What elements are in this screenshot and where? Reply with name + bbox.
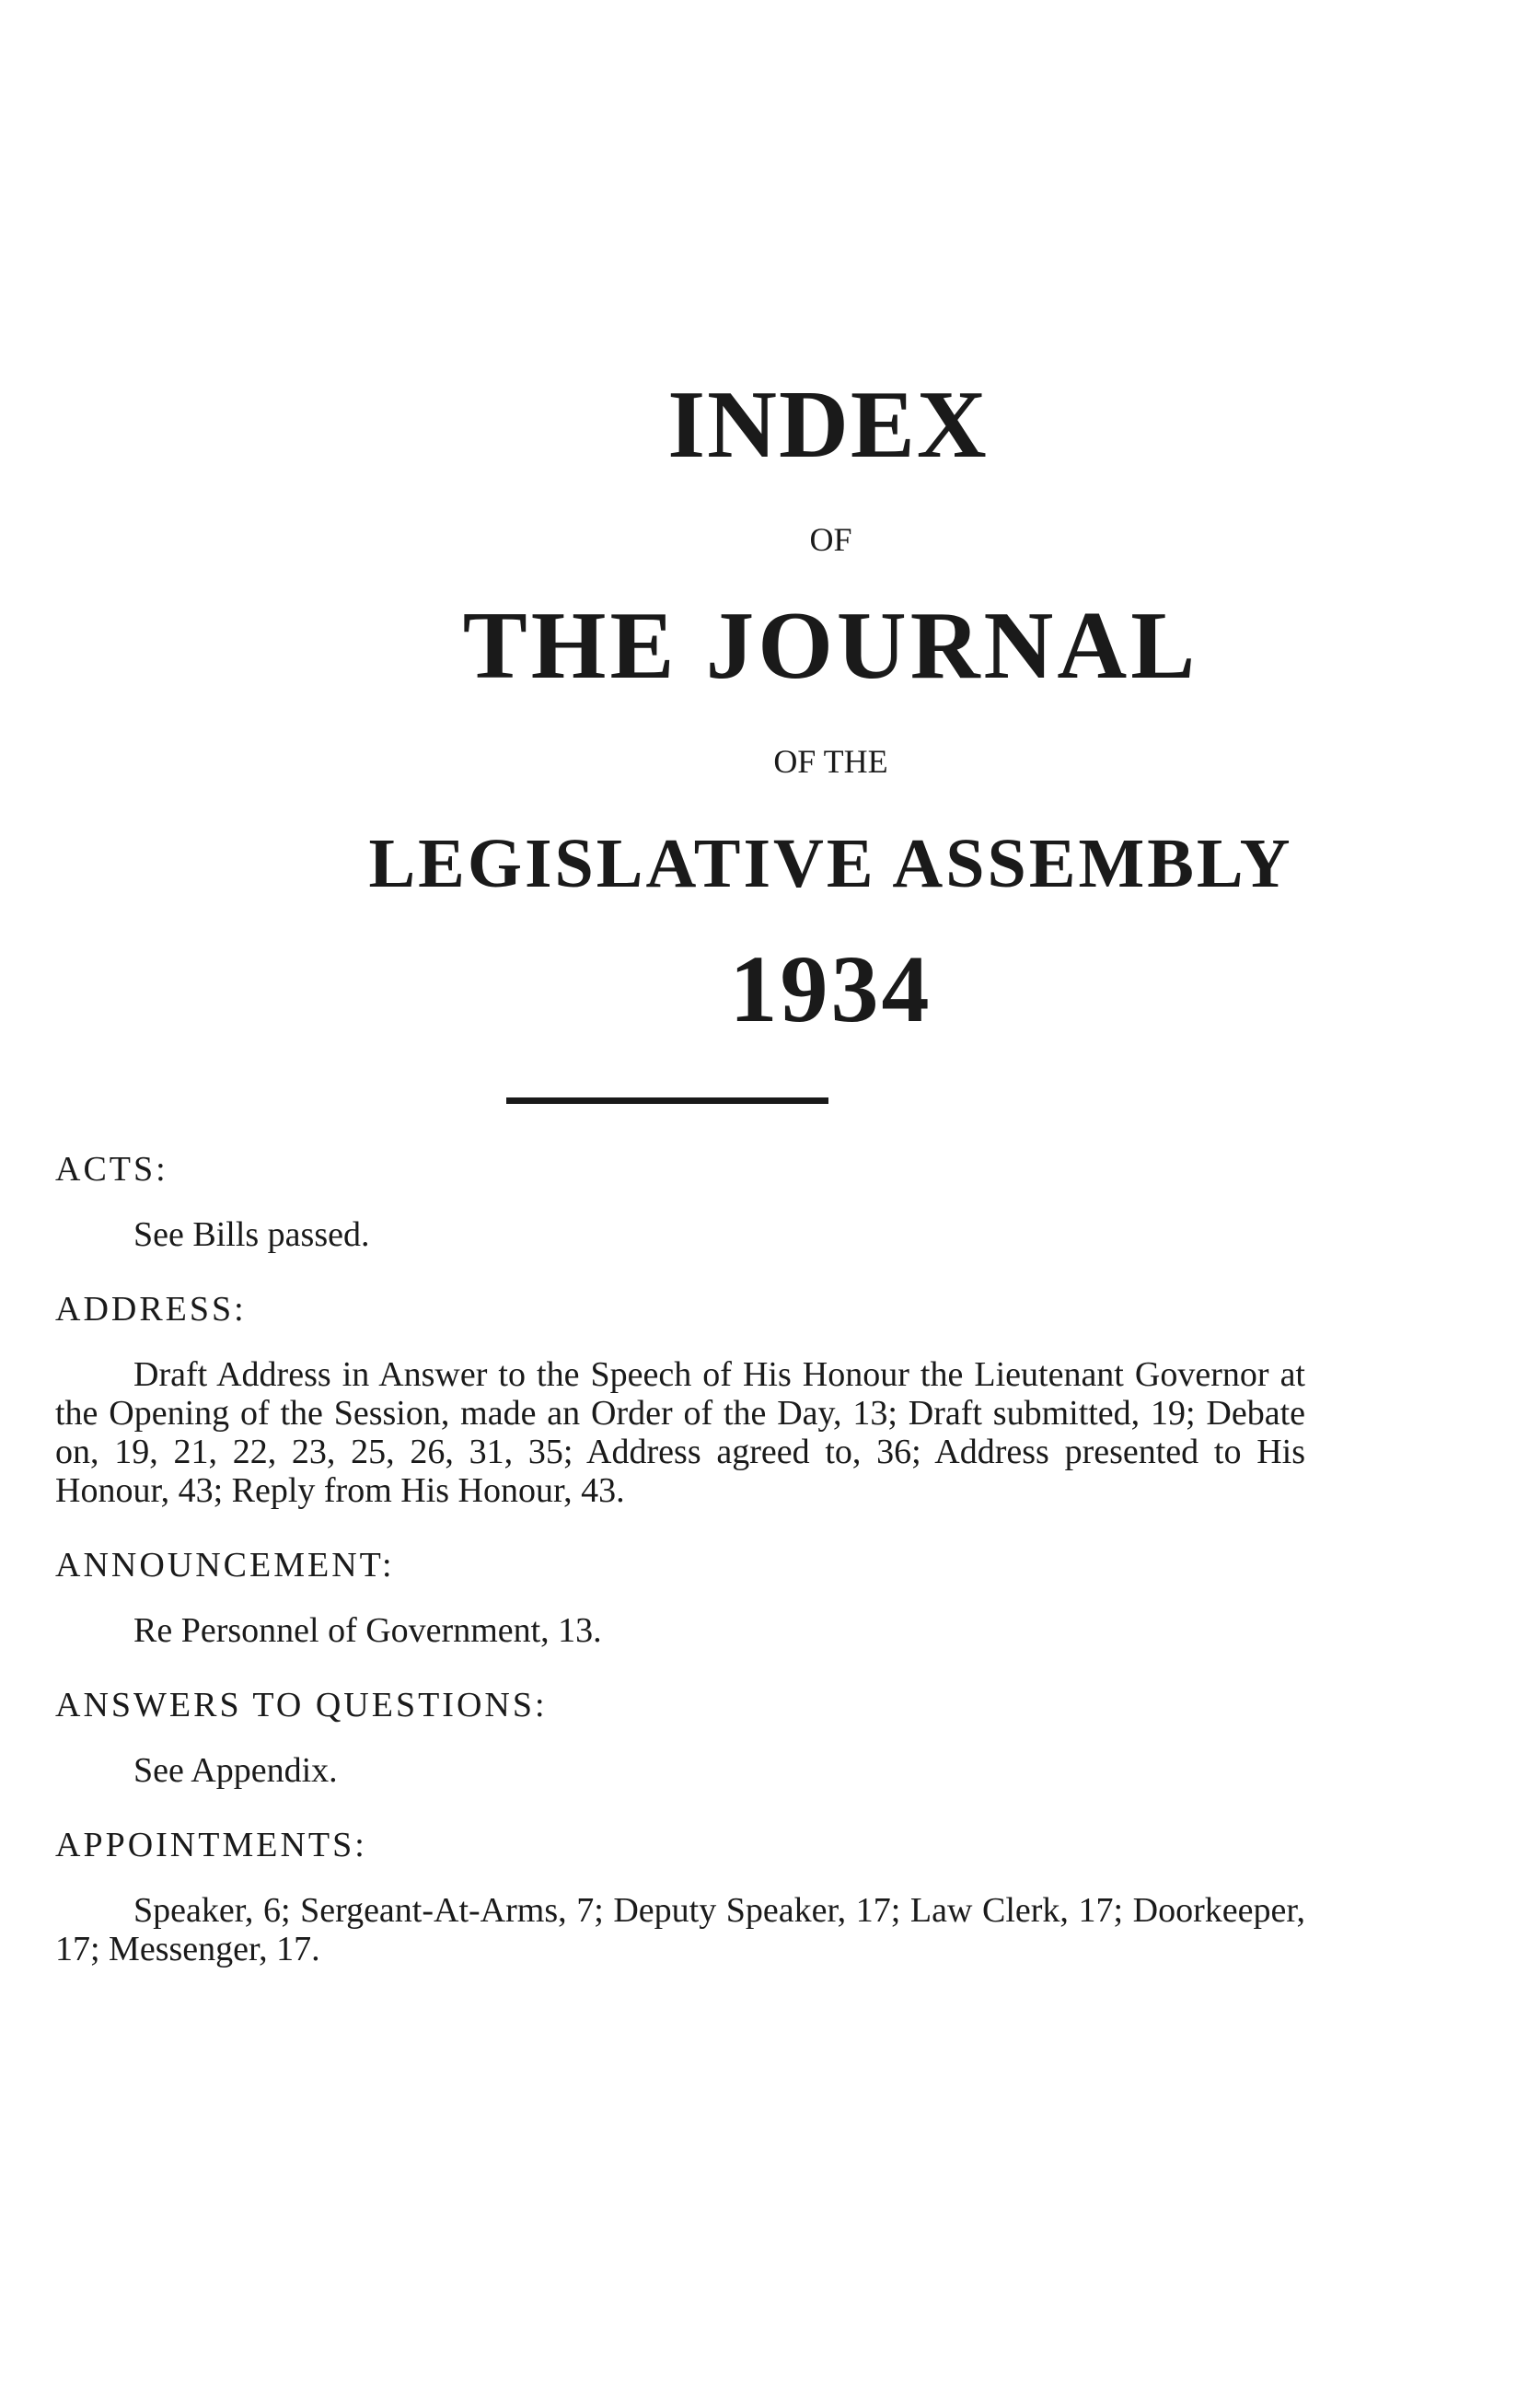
divider-rule <box>506 1097 828 1104</box>
title-journal: THE JOURNAL <box>462 591 1199 699</box>
entry-text: See Appendix. <box>133 1751 338 1790</box>
entry-text: Draft Address in Answer to the Speech of His Honour the Lieutenant Governor at the Opening of the Session, made an Order of the Day, 13; Draft submitted, 19; Debate on, 19, 21, 22, 23, 25, 26, 31, 35; Address agreed to, 36; Address presented to His Honour, 43; Reply from His Honour, 43. <box>55 1355 1305 1510</box>
entry-text: Re Personnel of Government, 13. <box>133 1611 602 1650</box>
index-entry-address <box>55 1282 1305 1510</box>
entry-heading: ANSWERS TO QUESTIONS: <box>55 1686 548 1724</box>
index-entry-answers <box>55 1677 1305 1790</box>
title-of: OF <box>809 521 852 558</box>
title-assembly: LEGISLATIVE ASSEMBLY <box>368 825 1293 902</box>
title-year: 1934 <box>729 936 932 1042</box>
entry-heading: ADDRESS: <box>55 1290 247 1329</box>
entry-heading: APPOINTMENTS: <box>55 1826 367 1864</box>
entry-text: See Bills passed. <box>133 1215 370 1254</box>
index-entry-announcement <box>55 1538 1305 1650</box>
index-entry-appointments <box>55 1817 1305 1968</box>
index-entry-acts <box>55 1142 1305 1254</box>
entry-heading: ACTS: <box>55 1150 168 1189</box>
entry-text: Speaker, 6; Sergeant-At-Arms, 7; Deputy Speaker, 17; Law Clerk, 17; Doorkeeper, 17; Messenger, 17. <box>55 1891 1305 1968</box>
entry-heading: ANNOUNCEMENT: <box>55 1546 395 1585</box>
title-of-the: OF THE <box>773 743 888 780</box>
index-entries <box>55 1142 1305 1996</box>
title-index: INDEX <box>667 370 989 478</box>
